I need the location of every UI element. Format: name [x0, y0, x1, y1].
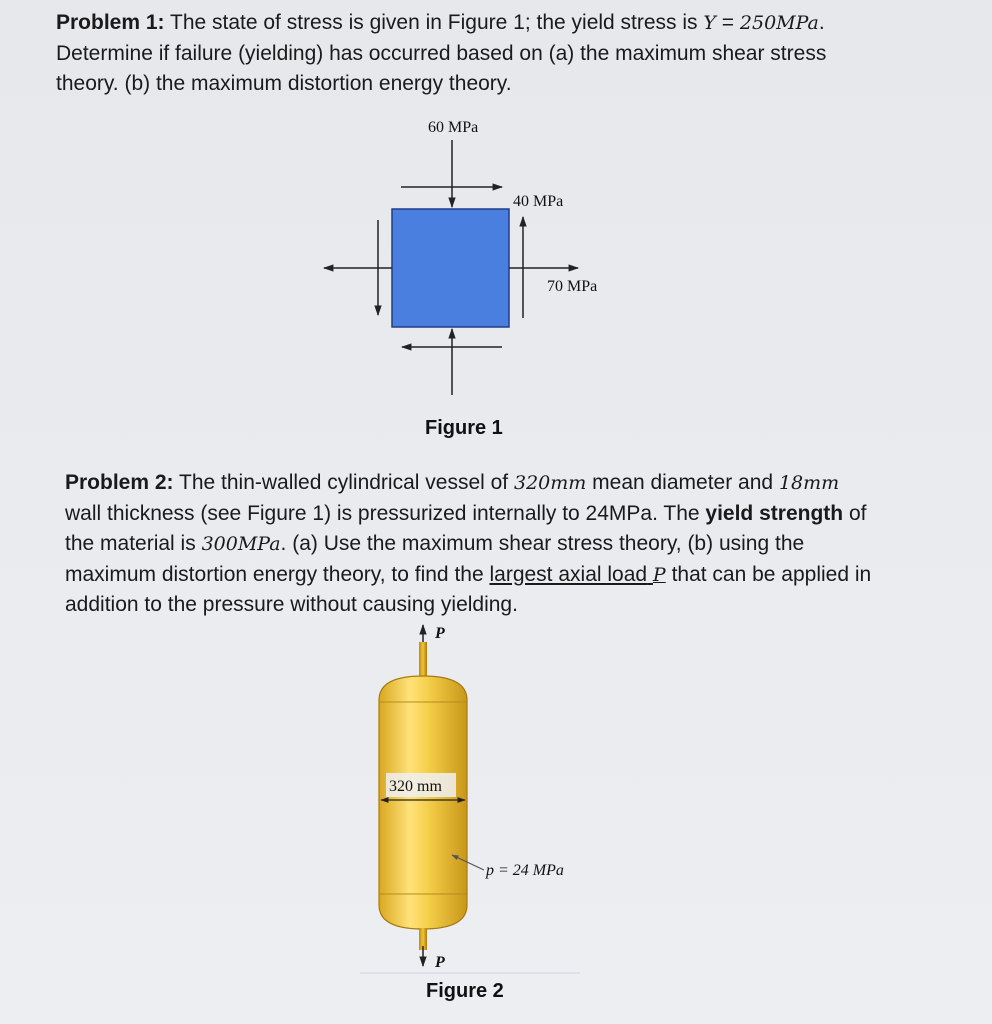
problem-1-text-b: . Determine if failure (yielding) has occurred based on (a) the maximum shear stress theory. (b) the maximum distortion energy theory.: [56, 11, 827, 95]
vessel-body: [379, 676, 467, 929]
problem-2-thickness: 18mm: [778, 472, 840, 494]
problem-2-largest-axial-load: largest axial load: [489, 562, 648, 586]
problem-2-text-4: of the material is: [65, 501, 867, 555]
problem-1-text-a: The state of stress is given in Figure 1; the yield stress is: [170, 11, 698, 34]
label-pressure: p = 24 MPa: [486, 862, 564, 879]
label-p-top: P: [435, 625, 445, 642]
figure-2: [360, 625, 580, 1002]
label-70-mpa: 70 MPa: [547, 278, 598, 295]
top-rod: [419, 642, 427, 678]
figure-1-caption: Figure 1: [425, 417, 503, 439]
label-p-bottom: P: [435, 954, 445, 971]
label-40-mpa: 40 MPa: [513, 193, 564, 210]
problem-1-equals: =: [721, 11, 735, 34]
problem-2-text-5: . (a) Use the maximum shear stress theory, (b) using the maximum distortion energy theory, to find the: [65, 532, 805, 586]
problem-1-heading: Problem 1:: [56, 11, 165, 34]
problem-2-text-3: wall thickness (see Figure 1) is pressurized internally to 24MPa. The: [65, 501, 700, 525]
problem-1-yield-value: 250MPa: [739, 12, 819, 34]
problem-2-heading: Problem 2:: [65, 471, 174, 494]
problem-1-yield-symbol: Y: [703, 12, 716, 34]
problem-2-yield-value: 300MPa: [201, 533, 281, 555]
label-320-mm: 320 mm: [389, 778, 442, 795]
stress-element-square: [392, 209, 509, 327]
figure-2-caption: Figure 2: [426, 980, 504, 1002]
label-60-mpa: 60 MPa: [428, 119, 479, 136]
problem-2-load-symbol: P: [652, 563, 666, 586]
problem-2-text-2: mean diameter and: [592, 471, 774, 494]
problem-2-diameter: 320mm: [513, 472, 587, 494]
problem-2-text-1: The thin-walled cylindrical vessel of: [179, 471, 509, 494]
figure-1: [324, 119, 597, 439]
problem-2-text-6: that can be applied in addition to the pressure without causing yielding.: [65, 562, 872, 616]
problem-2-yield-strength: yield strength: [705, 501, 844, 525]
